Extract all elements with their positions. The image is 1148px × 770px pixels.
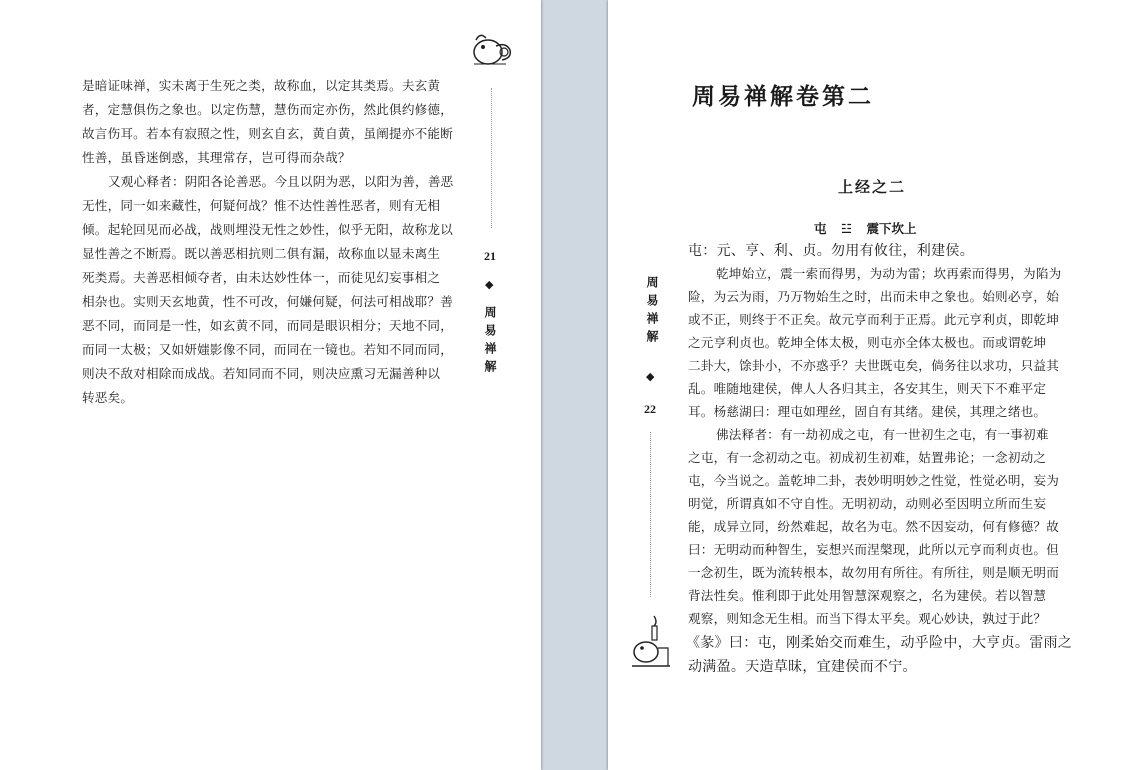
text-line: 观察，则知念无生相。而当下得太平矣。观心妙诀，孰过于此？ — [688, 611, 1047, 626]
text-line: 一念初生，既为流转根本，故勿用有所往。有所往，则是顺无明而 — [688, 565, 1060, 580]
section-title: 上经之二 — [838, 178, 907, 196]
page-left — [0, 0, 541, 770]
text-line: 二卦大，馀卦小，不亦惑乎？夫世既屯矣，倘务往以求功，只益其 — [688, 358, 1060, 373]
text-line: 者，定慧俱伤之象也。以定伤慧，慧伤而定亦伤，然此俱约修德， — [82, 102, 454, 117]
margin-rule — [650, 432, 651, 597]
margin-rule — [491, 88, 492, 228]
text-line: 或不正，则终于不正矣。故元亨而利于正焉。此元亨利贞，即乾坤 — [688, 312, 1060, 327]
text-line: 曰：无明动而种智生，妄想兴而涅槃现，此所以元亨而利贞也。但 — [688, 542, 1060, 557]
decorative-logo-icon — [466, 30, 518, 70]
paragraph-start-line: 又观心释者：阴阳各论善恶。今且以阴为恶，以阳为善，善恶 — [108, 174, 454, 189]
text-line: 而同一太极；又如妍媸影像不同，而同在一镜也。若知不同而同， — [82, 342, 454, 357]
diamond-ornament-icon: ◆ — [646, 370, 655, 383]
text-line: 性善，虽昏迷倒惑，其理常存，岂可得而杂哉？ — [82, 150, 351, 165]
paragraph-start-line: 佛法释者：有一劫初成之屯，有一世初生之屯，有一事初难 — [716, 427, 1049, 442]
text-line: 转恶矣。 — [82, 390, 134, 405]
diamond-ornament-icon: ◆ — [485, 278, 494, 291]
page-number: 22 — [644, 402, 656, 416]
running-title: 周易禅解 — [645, 276, 659, 348]
text-line: 乱。唯随地建侯，俾人人各归其主，各安其生，则天下不难平定 — [688, 381, 1047, 396]
hexagram-heading — [814, 219, 916, 237]
running-title: 周易禅解 — [483, 306, 497, 378]
text-line: 能，成异立同，纷然难起，故名为屯。然不因妄动，何有修德？故 — [688, 519, 1060, 534]
text-line: 倾。起轮回见而必战，战则埋没无性之妙性，似乎无阳，故称龙以 — [82, 222, 454, 237]
decorative-logo-icon — [628, 612, 674, 674]
text-line: 之元亨利贞也。乾坤全体太极，则屯亦全体太极也。而或谓乾坤 — [688, 335, 1047, 350]
text-line: 无性，同一如来藏性，何疑何战？惟不达性善性恶者，则有无相 — [82, 198, 441, 213]
text-line: 死类焉。夫善恶相倾夺者，由未达妙性体一，而徒见幻妄事相之 — [82, 270, 441, 285]
text-line: 则决不敌对相除而成战。若知同而不同，则决应熏习无漏善种以 — [82, 366, 441, 381]
text-line: 显性善之不断焉。既以善恶相抗则二俱有漏，故称血以显未离生 — [82, 246, 441, 261]
text-line: 之屯，有一念初动之屯。初成初生初难，姑置弗论；一念初动之 — [688, 450, 1047, 465]
hexagram-description: 震下坎上 — [866, 221, 917, 236]
text-line: 背法性矣。惟利即于此处用智慧深观察之，名为建侯。若以智慧 — [688, 588, 1047, 603]
text-line: 是暗证味禅，实未离于生死之类，故称血，以定其类焉。夫玄黄 — [82, 78, 441, 93]
text-line: 明觉，所谓真如不守自性。无明初动，动则必至因明立所而生妄 — [688, 496, 1047, 511]
paragraph-start-line: 乾坤始立，震一索而得男，为动为雷；坎再索而得男，为陷为 — [716, 266, 1062, 281]
chapter-title: 周易禅解卷第二 — [692, 83, 874, 110]
text-line: 《彖》曰：屯，刚柔始交而难生，动乎险中，大亨贞。雷雨之 — [686, 635, 1073, 651]
text-line: 恶不同，而同是一性，如玄黄不同，而同是眼识相分；天地不同， — [82, 318, 454, 333]
text-line: 耳。杨慈湖曰：理屯如理丝，固自有其绪。建侯，其理之绪也。 — [688, 404, 1047, 419]
hexagram-symbol-icon: ☳ — [840, 221, 853, 236]
text-line: 险，为云为雨，乃万物始生之时，出而未申之象也。始则必亨，始 — [688, 289, 1060, 304]
text-line: 相杂也。实则天玄地黄，性不可改，何嫌何疑，何法可相战耶？善 — [82, 294, 454, 309]
page-gutter — [541, 0, 608, 770]
text-line: 屯：元、亨、利、贞。勿用有攸往，利建侯。 — [688, 243, 974, 259]
text-line: 故言伤耳。若本有寂照之性，则玄自玄，黄自黄，虽阐提亦不能断 — [82, 126, 454, 141]
page-number: 21 — [484, 249, 496, 263]
text-line: 屯，今当说之。盖乾坤二卦，表妙明明妙之性觉，性觉必明，妄为 — [688, 473, 1060, 488]
hexagram-name: 屯 — [814, 221, 827, 236]
text-line: 动满盈。天造草昧，宜建侯而不宁。 — [688, 659, 917, 675]
